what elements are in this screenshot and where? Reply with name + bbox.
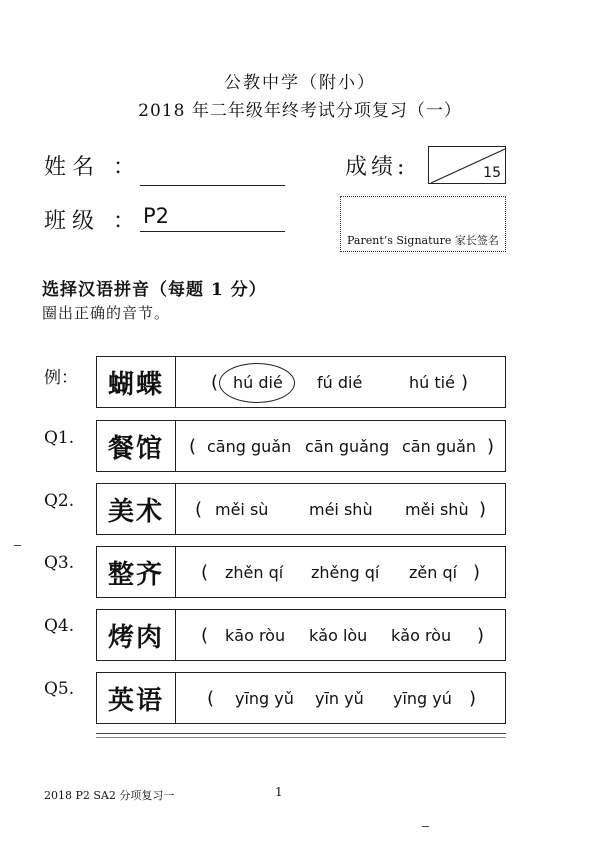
score-box: [428, 146, 506, 184]
paren-close: ): [479, 498, 487, 520]
question-word: 美术: [97, 484, 176, 534]
question-row: [96, 420, 506, 472]
paren-close: ): [477, 624, 485, 646]
option[interactable]: cān guǎn: [402, 436, 477, 456]
school-name: 公教中学（附小）: [224, 73, 376, 93]
question-label: Q2.: [44, 491, 75, 511]
name-field[interactable]: [140, 185, 285, 186]
score-label: 成绩:: [345, 155, 409, 180]
option[interactable]: měi shù: [405, 499, 469, 519]
paren-open: (: [201, 624, 209, 646]
bottom-rule: [96, 733, 506, 734]
class-field[interactable]: [140, 231, 285, 232]
paren-open: (: [207, 687, 215, 709]
bottom-rule: [96, 737, 506, 738]
paren-open: (: [211, 371, 219, 393]
option[interactable]: hú tié: [409, 372, 455, 392]
question-label: Q5.: [44, 679, 75, 699]
class-label: 班级 ：: [44, 209, 141, 234]
option[interactable]: měi sù: [215, 499, 269, 519]
paren-close: ): [487, 435, 495, 457]
question-word: 餐馆: [97, 421, 176, 471]
scan-speck: [14, 545, 21, 546]
option[interactable]: hú dié: [233, 372, 283, 392]
question-word: 烤肉: [97, 610, 176, 660]
class-value: P2: [143, 204, 170, 228]
paren-close: ): [469, 687, 477, 709]
question-word: 英语: [97, 673, 176, 723]
footer-label: 2018 P2 SA2 分项复习一: [44, 789, 175, 802]
option[interactable]: yīn yǔ: [315, 688, 364, 708]
paren-open: (: [201, 561, 209, 583]
option[interactable]: fú dié: [317, 372, 363, 392]
question-label: Q4.: [44, 616, 75, 636]
option[interactable]: yīng yú: [393, 688, 452, 708]
option[interactable]: kāo ròu: [225, 625, 286, 645]
parent-signature-box[interactable]: [340, 196, 506, 252]
option[interactable]: zěn qí: [409, 562, 458, 582]
option[interactable]: kǎo ròu: [391, 625, 452, 645]
question-row: [96, 672, 506, 724]
option[interactable]: méi shù: [309, 499, 373, 519]
question-row: [96, 483, 506, 535]
parent-signature-caption: Parent’s Signature 家长签名: [347, 234, 499, 247]
scan-speck: [422, 826, 429, 827]
paren-open: (: [189, 435, 197, 457]
section-title: 选择汉语拼音（每题 1 分）: [42, 280, 267, 300]
question-word: 蝴蝶: [97, 357, 176, 407]
page-number: 1: [275, 785, 283, 799]
paren-close: ): [461, 371, 469, 393]
option[interactable]: cān guǎng: [305, 436, 390, 456]
option[interactable]: zhěng qí: [311, 562, 380, 582]
option[interactable]: cāng guǎn: [207, 436, 292, 456]
question-label: Q1.: [44, 428, 75, 448]
question-row: [96, 356, 506, 408]
question-label: 例：: [44, 368, 78, 388]
score-total: 15: [483, 165, 501, 181]
question-label: Q3.: [44, 553, 75, 573]
option[interactable]: yīng yǔ: [235, 688, 294, 708]
name-label: 姓名 ：: [44, 155, 141, 180]
option[interactable]: kǎo lòu: [309, 625, 368, 645]
option[interactable]: zhěn qí: [225, 562, 284, 582]
question-row: [96, 609, 506, 661]
section-instruction: 圈出正确的音节。: [42, 304, 171, 322]
exam-title: 2018 年二年级年终考试分项复习（一）: [138, 101, 462, 121]
question-row: [96, 546, 506, 598]
paren-close: ): [473, 561, 481, 583]
paren-open: (: [195, 498, 203, 520]
question-word: 整齐: [97, 547, 176, 597]
